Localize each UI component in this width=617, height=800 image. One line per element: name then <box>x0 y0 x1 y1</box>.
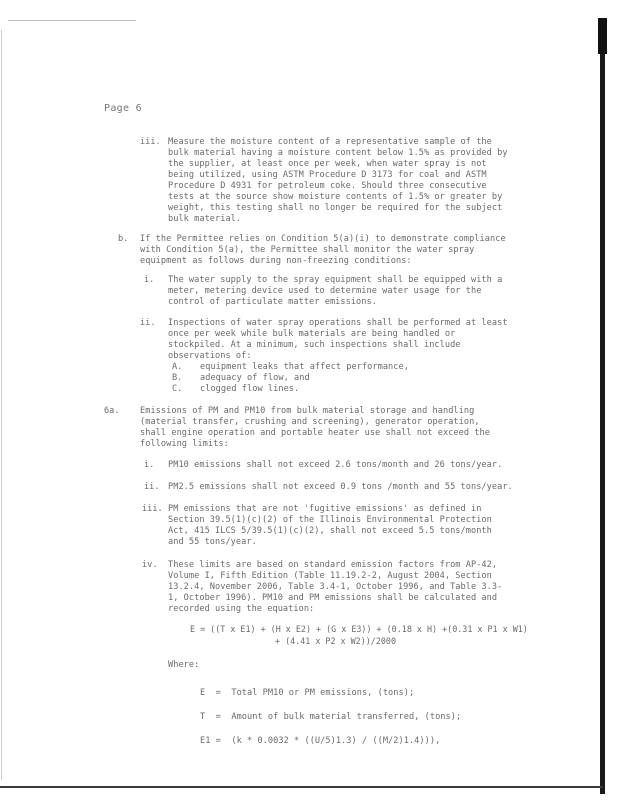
limit-text: These limits are based on standard emission factors from AP-42, Volume I, Fifth Edition (Table 11.19.2-2, August 2004, Section 13.2.4, November 2006, Table 3.4-1, October 1996, and Table 3.3- 1, October 1996). PM10 and PM emissions shall be calculated and recorded using the equation: <box>168 560 503 614</box>
item-6-text: Emissions of PM and PM10 from bulk material storage and handling (material transfer, crushing and screening), generator operation, shall engine operation and portable heater use shall not exceed the following limits: <box>140 406 490 449</box>
definition-line: E1 = (k * 0.0032 * ((U/5)1.3) / ((M/2)1.4))), <box>200 736 441 746</box>
limit-text: PM10 emissions shall not exceed 2.6 tons/month and 26 tons/year. <box>168 460 503 470</box>
subitem-letter: C. <box>172 384 183 394</box>
definition-line: E = Total PM10 or PM emissions, (tons); <box>200 688 415 698</box>
item-6-number: 6a. <box>104 406 120 416</box>
subitem-letter: B. <box>172 373 183 383</box>
limit-text: PM emissions that are not 'fugitive emissions' as defined in Section 39.5(1)(c)(2) of the Illinois Environmental Protection Act, 415 ILCS 5/39.5(1)(c)(2), shall not exceed 5.5 tons/month and 55 tons/year. <box>168 504 492 547</box>
scan-border-left <box>1 30 2 780</box>
limit-number: iii. <box>142 504 163 514</box>
item-b-text: If the Permittee relies on Condition 5(a)(i) to demonstrate compliance with Condition 5(a), the Permittee shall monitor the water spray equipment as follows during non-freezing conditions: <box>140 234 506 266</box>
limit-text: PM2.5 emissions shall not exceed 0.9 tons /month and 55 tons/year. <box>168 482 513 492</box>
limit-number: i. <box>144 460 155 470</box>
top-rule <box>8 20 136 21</box>
subitem-text: clogged flow lines. <box>200 384 300 394</box>
equation-line-2: + (4.41 x P2 x W2))/2000 <box>275 636 397 646</box>
scan-border-right <box>600 18 605 794</box>
page-number: Page 6 <box>104 103 142 114</box>
item-b-number: b. <box>118 234 129 244</box>
limit-number: iv. <box>142 560 158 570</box>
item-b-ii-number: ii. <box>140 318 156 328</box>
scan-border-notch <box>598 18 607 54</box>
item-b-ii-text: Inspections of water spray operations shall be performed at least once per week while bulk materials are being handled or stockpiled. At a minimum, such inspections shall include observations of: <box>168 318 508 361</box>
scan-border-bottom <box>0 786 603 788</box>
item-iii-number: iii. <box>140 137 161 147</box>
equation-line-1: E = ((T x E1) + (H x E2) + (G x E3)) + (0.18 x H) +(0.31 x P1 x W1) <box>190 624 528 634</box>
where-label: Where: <box>168 660 200 670</box>
limit-number: ii. <box>144 482 160 492</box>
item-iii-text: Measure the moisture content of a representative sample of the bulk material having a moisture content below 1.5% as provided by the supplier, at least once per week, when water spray is not being utilized, using ASTM Procedure D 3173 for coal and ASTM Procedure D 4931 for petroleum coke. Should three consecutive tests at the source show moisture contents of 1.5% or greater by weight, this testing shall no longer be required for the subject bulk material. <box>168 137 508 224</box>
subitem-text: adequacy of flow, and <box>200 373 310 383</box>
subitem-text: equipment leaks that affect performance, <box>200 362 409 372</box>
item-b-i-text: The water supply to the spray equipment shall be equipped with a meter, metering device used to determine water usage for the control of particulate matter emissions. <box>168 275 503 307</box>
item-b-i-number: i. <box>144 275 155 285</box>
subitem-letter: A. <box>172 362 183 372</box>
definition-line: T = Amount of bulk material transferred, (tons); <box>200 712 462 722</box>
